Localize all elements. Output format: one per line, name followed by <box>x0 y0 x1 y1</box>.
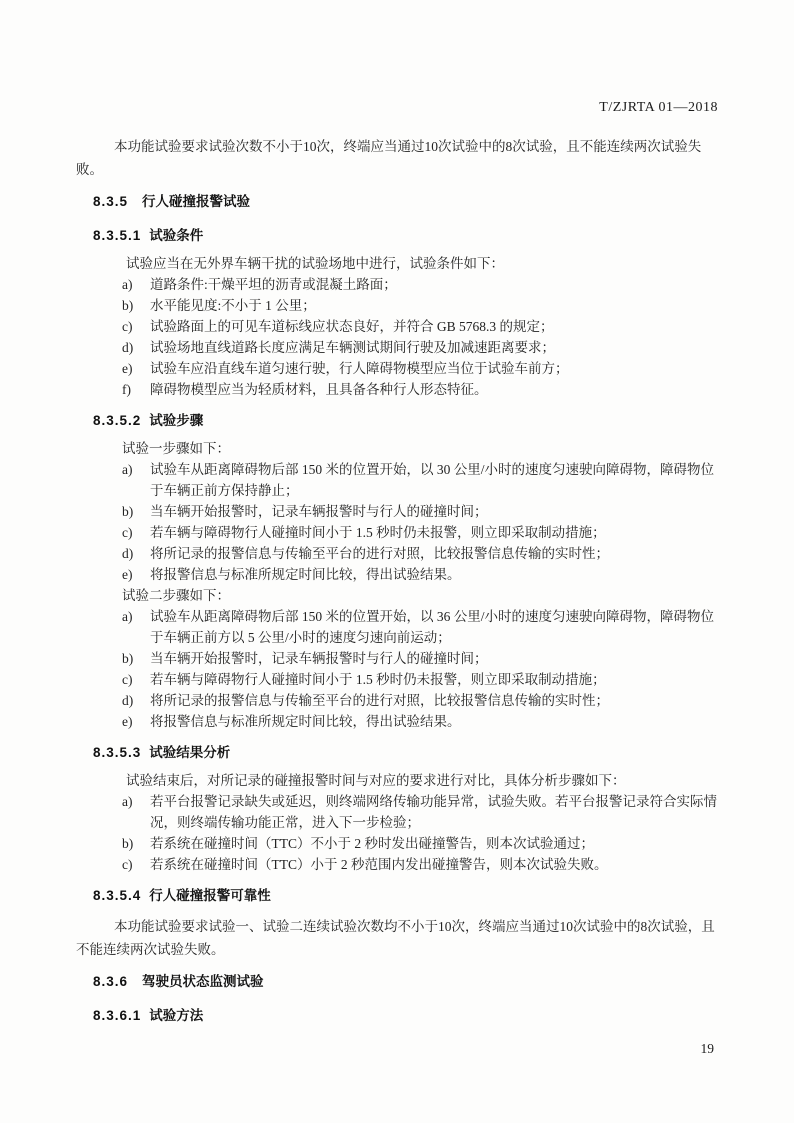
list-item <box>76 316 726 337</box>
clause-title: 试验结果分析 <box>149 745 231 760</box>
list-item <box>76 295 726 316</box>
list-item <box>76 791 726 833</box>
clause-title: 驾驶员状态监测试验 <box>142 974 264 989</box>
list-item-text: 障碍物模型应当为轻质材料，且具备各种行人形态特征。 <box>150 382 488 397</box>
list-item-marker: c) <box>122 672 133 687</box>
clause-number: 8.3.6 <box>93 974 129 989</box>
list-item <box>76 337 726 358</box>
list-item-marker: d) <box>122 693 134 708</box>
list-item <box>76 379 726 400</box>
list-item-text: 若系统在碰撞时间（TTC）不小于 2 秒时发出碰撞警告，则本次试验通过； <box>150 836 594 851</box>
list-item-text: 水平能见度:不小于 1 公里； <box>150 298 316 313</box>
list-item-text: 将所记录的报警信息与传输至平台的进行对照，比较报警信息传输的实时性； <box>150 546 609 561</box>
list-item-text: 若车辆与障碍物行人碰撞时间小于 1.5 秒时仍未报警，则立即采取制动措施； <box>150 525 606 540</box>
clause-title: 试验步骤 <box>149 413 204 428</box>
clause-number: 8.3.5.4 <box>93 888 142 903</box>
document-header <box>0 0 794 117</box>
paragraph: 本功能试验要求试验次数不小于10次，终端应当通过10次试验中的8次试验，且不能连续两次试验失败。 <box>76 139 702 177</box>
clause-title: 试验条件 <box>149 228 204 243</box>
standard-code: T/ZJRTA 01—2018 <box>599 100 718 115</box>
clause-heading <box>93 743 726 762</box>
list-item <box>76 711 726 732</box>
list-item-marker: f) <box>122 382 131 397</box>
list-item-text: 试验车从距离障碍物后部 150 米的位置开始，以 30 公里/小时的速度匀速驶向障碍物，障碍物位于车辆正前方保持静止； <box>150 462 714 498</box>
list-item <box>76 358 726 379</box>
clause-number: 8.3.5.3 <box>93 745 142 760</box>
clause-heading <box>93 886 726 905</box>
list-item-marker: a) <box>122 794 133 809</box>
list-item-text: 将报警信息与标准所规定时间比较，得出试验结果。 <box>150 567 461 582</box>
list-item-text: 试验车应沿直线车道匀速行驶，行人障碍物模型应当位于试验车前方； <box>150 361 569 376</box>
clause-number: 8.3.5.1 <box>93 228 142 243</box>
clause-number: 8.3.6.1 <box>93 1008 142 1023</box>
list-item-marker: c) <box>122 857 133 872</box>
document-footer <box>0 1040 794 1058</box>
list-item-marker: e) <box>122 361 133 376</box>
list-item-text: 试验车从距离障碍物后部 150 米的位置开始，以 36 公里/小时的速度匀速驶向障碍物，障碍物位于车辆正前方以 5 公里/小时的速度匀速向前运动； <box>150 609 714 645</box>
list-item-text: 若平台报警记录缺失或延迟，则终端网络传输功能异常，试验失败。若平台报警记录符合实际情况，则终端传输功能正常，进入下一步检验； <box>150 794 717 830</box>
list-item <box>76 648 726 669</box>
list-item-marker: a) <box>122 609 133 624</box>
list-item <box>76 564 726 585</box>
clause-title: 行人碰撞报警可靠性 <box>149 888 271 903</box>
list-item <box>76 606 726 648</box>
list-intro: 试验二步骤如下： <box>122 588 230 603</box>
list-item-marker: e) <box>122 567 133 582</box>
clause-title: 试验方法 <box>149 1008 204 1023</box>
list-item <box>76 854 726 875</box>
list-item-text: 当车辆开始报警时，记录车辆报警时与行人的碰撞时间； <box>150 504 488 519</box>
list-item-marker: b) <box>122 836 134 851</box>
list-item-marker: e) <box>122 714 133 729</box>
list-item-text: 若车辆与障碍物行人碰撞时间小于 1.5 秒时仍未报警，则立即采取制动措施； <box>150 672 606 687</box>
list-item <box>76 669 726 690</box>
list-item <box>76 459 726 501</box>
clause-number: 8.3.5.2 <box>93 413 142 428</box>
clause-heading <box>93 1006 726 1025</box>
document-body <box>76 135 726 1025</box>
list-item-marker: b) <box>122 504 134 519</box>
list-item <box>76 690 726 711</box>
list-item-text: 当车辆开始报警时，记录车辆报警时与行人的碰撞时间； <box>150 651 488 666</box>
list-item <box>76 543 726 564</box>
clause-title: 行人碰撞报警试验 <box>142 194 251 209</box>
list-item-marker: b) <box>122 298 134 313</box>
list-item-text: 道路条件:干燥平坦的沥青或混凝土路面； <box>150 277 397 292</box>
list-item-text: 试验路面上的可见车道标线应状态良好，并符合 GB 5768.3 的规定； <box>150 319 554 334</box>
list-item-marker: a) <box>122 277 133 292</box>
list-item-marker: b) <box>122 651 134 666</box>
list-item-text: 若系统在碰撞时间（TTC）小于 2 秒范围内发出碰撞警告，则本次试验失败。 <box>150 857 608 872</box>
clause-heading <box>93 192 726 211</box>
list-item-marker: c) <box>122 525 133 540</box>
clause-number: 8.3.5 <box>93 194 129 209</box>
lead-paragraph: 试验应当在无外界车辆干扰的试验场地中进行，试验条件如下： <box>126 256 504 271</box>
list-item-marker: d) <box>122 340 134 355</box>
list-item-marker: c) <box>122 319 133 334</box>
lead-paragraph: 试验结束后，对所记录的碰撞报警时间与对应的要求进行对比，具体分析步骤如下： <box>126 773 626 788</box>
clause-heading <box>93 411 726 430</box>
clause-heading <box>93 972 726 991</box>
list-item-text: 将报警信息与标准所规定时间比较，得出试验结果。 <box>150 714 461 729</box>
list-intro: 试验一步骤如下： <box>122 441 230 456</box>
list-item <box>76 274 726 295</box>
page-number: 19 <box>700 1041 714 1056</box>
list-item-marker: a) <box>122 462 133 477</box>
list-item-text: 试验场地直线道路长度应满足车辆测试期间行驶及加减速距离要求； <box>150 340 555 355</box>
clause-heading <box>93 226 726 245</box>
paragraph: 本功能试验要求试验一、试验二连续试验次数均不小于10次，终端应当通过10次试验中的8次试验，且不能连续两次试验失败。 <box>76 919 715 957</box>
list-item-text: 将所记录的报警信息与传输至平台的进行对照，比较报警信息传输的实时性； <box>150 693 609 708</box>
list-item-marker: d) <box>122 546 134 561</box>
list-item <box>76 501 726 522</box>
list-item <box>76 522 726 543</box>
list-item <box>76 833 726 854</box>
